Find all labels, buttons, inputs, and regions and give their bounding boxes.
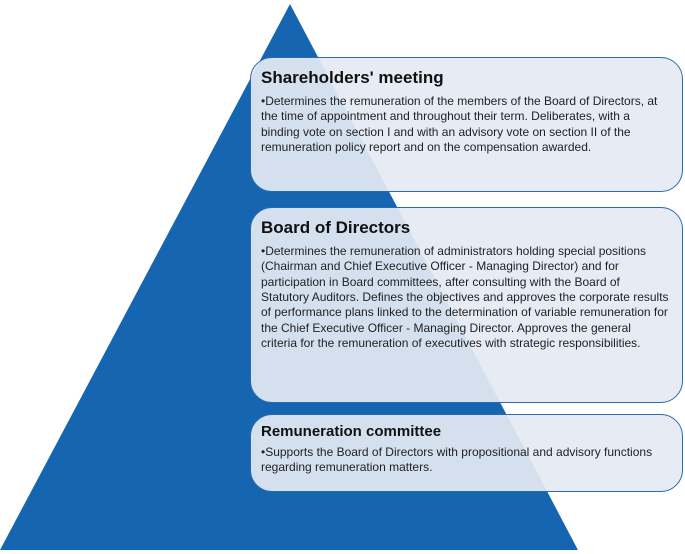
level-shareholders-meeting	[250, 57, 683, 192]
level-description: •Determines the remuneration of administrators holding special positions (Chairman and Chief Executive Officer - Managing Director) and for participation in Board committees, after consulting with the Board of Statutory Auditors. Defines the objectives and approves the corporate results of performance plans linked to the determination of variable remuneration for the Chief Executive Officer - Managing Director. Approves the general criteria for the remuneration of executives with strategic responsibilities.	[261, 244, 669, 351]
level-title: Board of Directors	[261, 218, 411, 237]
level-board-of-directors	[250, 207, 683, 403]
level-description: •Supports the Board of Directors with propositional and advisory functions regarding remuneration matters.	[261, 445, 653, 475]
level-title: Remuneration committee	[261, 423, 442, 440]
level-description: •Determines the remuneration of the members of the Board of Directors, at the time of appointment and throughout their term. Deliberates, with a binding vote on section I and with an advisory vote on section II of the remuneration policy report and on the compensation awarded.	[261, 94, 658, 155]
level-title: Shareholders' meeting	[261, 68, 444, 87]
level-remuneration-committee	[250, 414, 683, 492]
